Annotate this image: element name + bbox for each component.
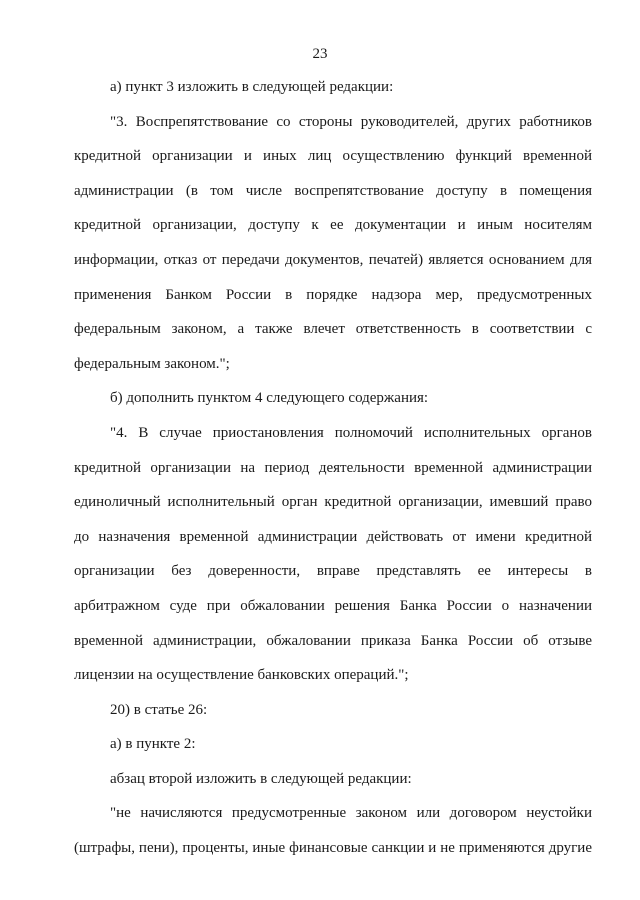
text-line: кредитной организации на период деятельности временной администрации: [74, 459, 592, 476]
page-number: 23: [312, 46, 328, 62]
text-line: применения Банком России в порядке надзора мер, предусмотренных: [74, 286, 592, 303]
document-body: [74, 70, 592, 866]
text-line: абзац второй изложить в следующей редакции:: [110, 770, 412, 787]
text-line: "3. Воспрепятствование со стороны руководителей, других работников: [110, 113, 592, 130]
text-line: арбитражном суде при обжаловании решения Банка России о назначении: [74, 597, 592, 614]
text-line: федеральным законом.";: [74, 355, 230, 372]
text-line: кредитной организации и иных лиц осуществлению функций временной: [74, 148, 592, 165]
text-line: а) пункт 3 изложить в следующей редакции:: [110, 79, 394, 95]
text-line: единоличный исполнительный орган кредитной организации, имевший право: [74, 494, 592, 511]
text-line: организации без доверенности, вправе представлять ее интересы в: [74, 563, 592, 580]
text-line: информации, отказ от передачи документов, печатей) является основанием для: [74, 251, 592, 268]
text-line: федеральным законом, а также влечет ответственность в соответствии с: [74, 321, 592, 338]
text-line: б) дополнить пунктом 4 следующего содержания:: [110, 390, 429, 407]
text-line: 20) в статье 26:: [110, 701, 208, 718]
text-line: до назначения временной администрации действовать от имени кредитной: [74, 528, 592, 545]
text-line: администрации (в том числе воспрепятствование доступу в помещения: [74, 182, 592, 199]
text-line: а) в пункте 2:: [110, 736, 196, 753]
text-line: "4. В случае приостановления полномочий исполнительных органов: [110, 424, 592, 441]
text-line: временной администрации, обжаловании приказа Банка России об отзыве: [74, 632, 592, 649]
text-line: "не начисляются предусмотренные законом или договором неустойки: [110, 805, 592, 822]
text-line: кредитной организации, доступу к ее документации и иным носителям: [74, 217, 592, 234]
text-line: (штрафы, пени), проценты, иные финансовые санкции и не применяются другие: [74, 840, 592, 857]
text-line: лицензии на осуществление банковских операций.";: [74, 667, 409, 684]
